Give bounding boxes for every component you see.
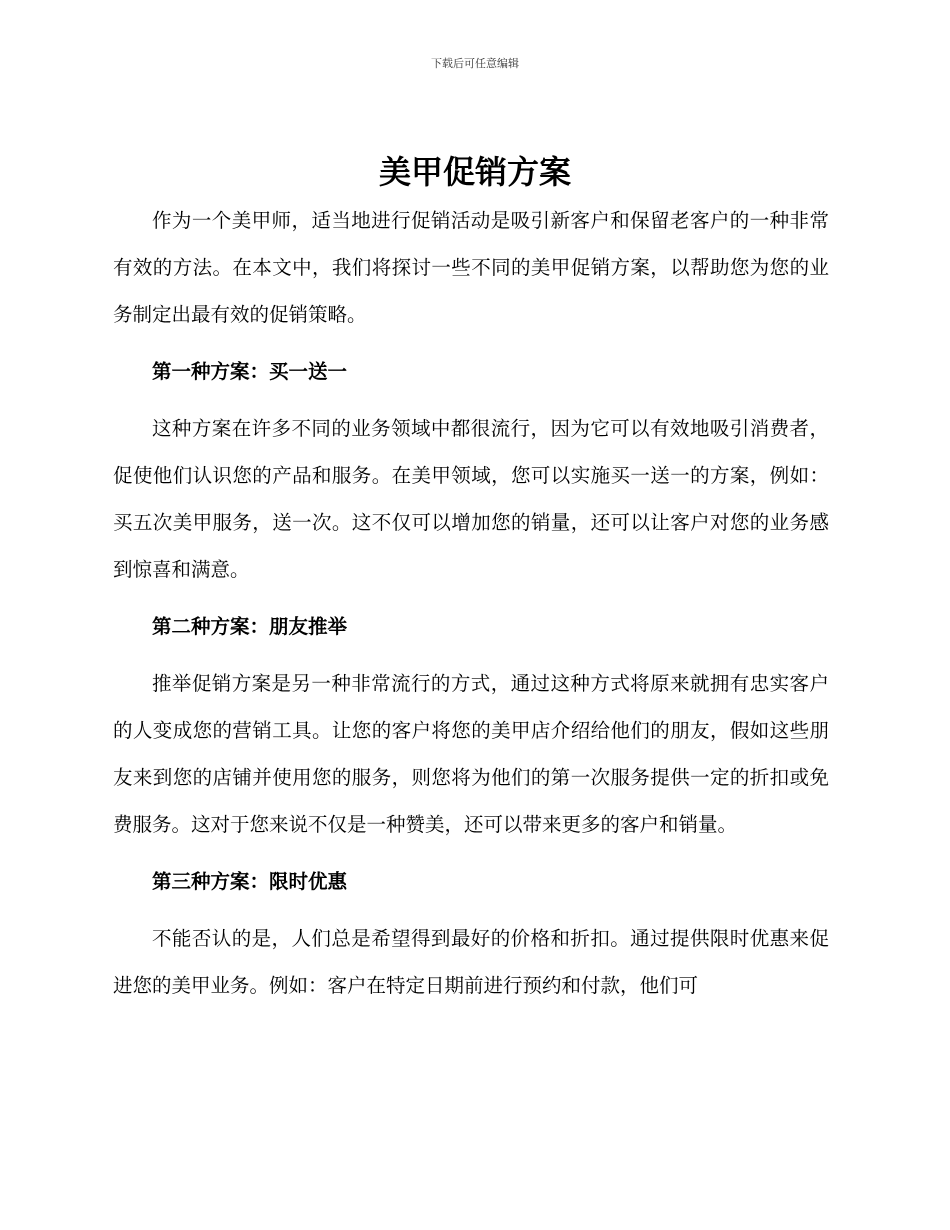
intro-paragraph: 作为一个美甲师，适当地进行促销活动是吸引新客户和保留老客户的一种非常有效的方法。在本文中，我们将探讨一些不同的美甲促销方案，以帮助您为您的业务制定出最有效的促销策略。 xyxy=(113,209,829,326)
section-body-1: 这种方案在许多不同的业务领域中都很流行，因为它可以有效地吸引消费者，促使他们认识您的产品和服务。在美甲领域，您可以实施买一送一的方案，例如：买五次美甲服务，送一次。这不仅可以增加您的销量，还可以让客户对您的业务感到惊喜和满意。 xyxy=(113,417,829,581)
document-title: 美甲促销方案 xyxy=(378,153,571,191)
section-heading-1: 第一种方案：买一送一 xyxy=(152,360,348,383)
section-body-2: 推举促销方案是另一种非常流行的方式，通过这种方式将原来就拥有忠实客户的人变成您的营销工具。让您的客户将您的美甲店介绍给他们的朋友，假如这些朋友来到您的店铺并使用您的服务，则您将为他们的第一次服务提供一定的折扣或免费服务。这对于您来说不仅是一种赞美，还可以带来更多的客户和销量。 xyxy=(113,672,829,836)
section-heading-2: 第二种方案：朋友推举 xyxy=(152,615,348,638)
header-note: 下载后可任意编辑 xyxy=(431,57,519,70)
section-heading-3: 第三种方案：限时优惠 xyxy=(152,870,348,893)
document-body xyxy=(113,197,829,1009)
section-body-3: 不能否认的是，人们总是希望得到最好的价格和折扣。通过提供限时优惠来促进您的美甲业务。例如：客户在特定日期前进行预约和付款，他们可 xyxy=(113,927,829,997)
